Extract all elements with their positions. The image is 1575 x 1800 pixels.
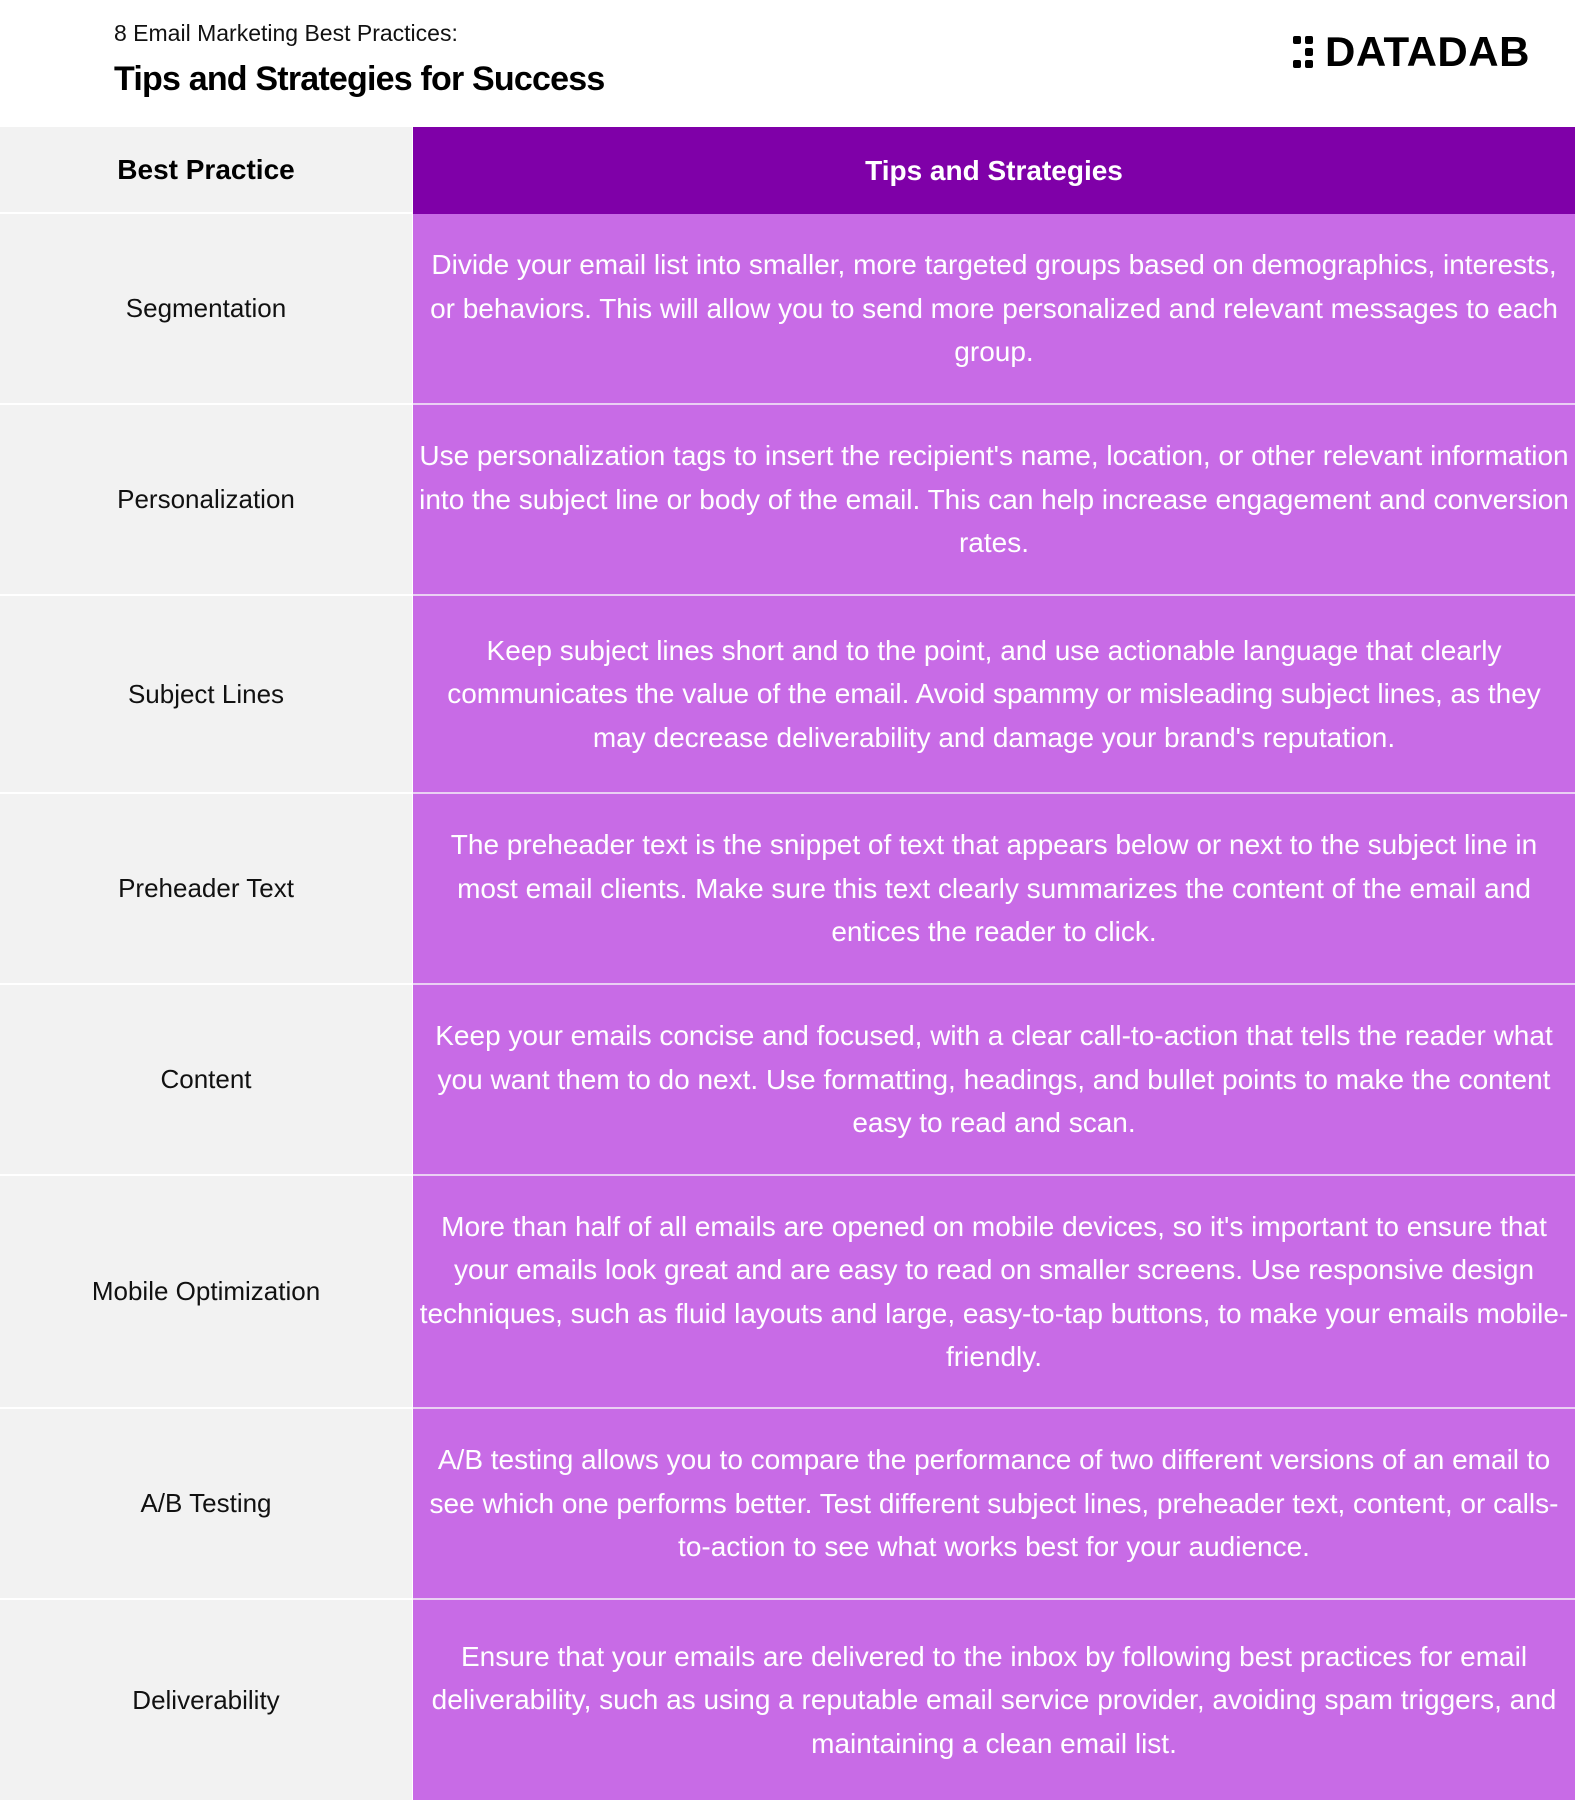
practice-content: Content [0, 985, 413, 1176]
tips-deliverability [413, 1600, 1575, 1800]
tips-text: Divide your email list into smaller, more targeted groups based on demographics, interests, or behaviors. This will allow you to send more personalized and relevant messages to each group. [430, 249, 1558, 368]
practice-mobile-optimization: Mobile Optimization [0, 1176, 413, 1409]
tips-ab-testing [413, 1409, 1575, 1600]
brand-logo [1293, 30, 1530, 74]
column-header-tips-strategies: Tips and Strategies [413, 127, 1575, 214]
tips-segmentation [413, 214, 1575, 405]
practice-segmentation: Segmentation [0, 214, 413, 405]
tips-text: Keep your emails concise and focused, with a clear call-to-action that tells the reader what you want them to do next. Use formatting, headings, and bullet points to make the content easy to read and scan. [435, 1020, 1553, 1139]
tips-content [413, 985, 1575, 1176]
practice-ab-testing: A/B Testing [0, 1409, 413, 1600]
datadab-logo-icon [1293, 35, 1317, 69]
page-header [0, 0, 1575, 127]
brand-name: DATADAB [1325, 28, 1530, 75]
best-practices-table [0, 127, 1575, 1800]
practice-preheader-text: Preheader Text [0, 794, 413, 985]
practice-deliverability: Deliverability [0, 1600, 413, 1800]
tips-text: Keep subject lines short and to the point, and use actionable language that clearly communicates the value of the email. Avoid spammy or misleading subject lines, as they may decrease deliverability and damage your brand's reputation. [447, 634, 1541, 753]
tips-text: Use personalization tags to insert the recipient's name, location, or other relevant information into the subject line or body of the email. This can help increase engagement and conversion rates. [419, 440, 1569, 559]
tips-subject-lines [413, 596, 1575, 794]
tips-text: More than half of all emails are opened on mobile devices, so it's important to ensure that your emails look great and are easy to read on smaller screens. Use responsive design techniques, such as fluid layouts and large, easy-to-tap buttons, to make your emails mobile-friendly. [419, 1210, 1569, 1372]
tips-preheader-text [413, 794, 1575, 985]
tips-personalization [413, 405, 1575, 596]
tips-mobile-optimization [413, 1176, 1575, 1409]
tips-text: A/B testing allows you to compare the performance of two different versions of an email to see which one performs better. Test different subject lines, preheader text, content, or calls-to-action to see what works best for your audience. [429, 1444, 1559, 1563]
page-subtitle: 8 Email Marketing Best Practices: [114, 20, 458, 46]
tips-text: Ensure that your emails are delivered to the inbox by following best practices for email deliverability, such as using a reputable email service provider, avoiding spam triggers, and maintaining a clean email list. [431, 1640, 1557, 1759]
practice-subject-lines: Subject Lines [0, 596, 413, 794]
page-title: Tips and Strategies for Success [114, 60, 605, 98]
practice-personalization: Personalization [0, 405, 413, 596]
tips-text: The preheader text is the snippet of text that appears below or next to the subject line in most email clients. Make sure this text clearly summarizes the content of the email and entices the reader to click. [450, 829, 1538, 948]
column-header-best-practice: Best Practice [0, 127, 413, 214]
